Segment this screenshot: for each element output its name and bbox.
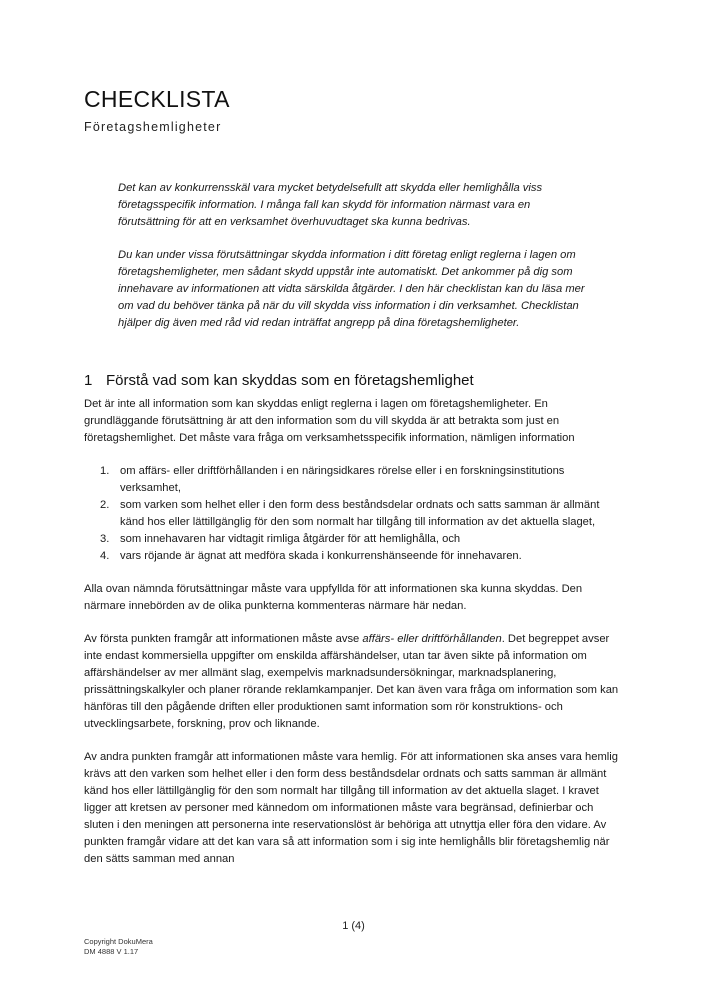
section-1-paragraph-1: Det är inte all information som kan skyddas enligt reglerna i lagen om företagshemligheter. En grundläggande förutsättning är att den information som du vill skydda är att betrakta som just en företagshemlighet. Det måste vara fråga om verksamhetsspecifik information, nämligen information xyxy=(84,398,575,444)
footer-meta xyxy=(84,937,153,957)
document-subtitle: Företagshemligheter xyxy=(84,120,222,134)
intro-paragraph-1: Det kan av konkurrensskäl vara mycket betydelsefullt att skydda eller hemlighålla viss företagsspecifik information. I många fall kan skydd för information närmast vara en förutsättning för att en verksamhet överhuvudtaget ska kunna bedrivas. xyxy=(118,182,543,228)
list-item-text: vars röjande är ägnat att medföra skada i konkurrenshänseende för innehavaren. xyxy=(120,550,522,562)
copyright-text: Copyright DokuMera xyxy=(84,937,153,946)
criteria-list xyxy=(84,463,624,565)
page-number: 1 (4) xyxy=(342,920,365,932)
paragraph-3-emphasis: affärs- eller driftförhållanden xyxy=(362,633,502,645)
paragraph-3-rest: . Det begreppet avser inte endast kommersiella uppgifter om enskilda affärshändelser, utan tar även sikte på information om affärshändelser av mer allmänt slag, exempelvis marknadsundersökningar, marknadsplanering, prissättningskalkyler och planer rörande reklamkampanjer. Det kan även vara fråga om information som kan hänföras till den pågående driften eller produktionen samt information som rör konstruktions- och utvecklingsarbete, forskning, prov och liknande. xyxy=(84,633,619,730)
intro-block xyxy=(118,180,588,348)
section-1-heading-text: Förstå vad som kan skyddas som en företagshemlighet xyxy=(106,372,474,389)
list-item-number: 4. xyxy=(100,550,110,562)
list-item-text: som varken som helhet eller i den form dess beståndsdelar ordnats och satts samman är allmänt känd hos eller lättillgänglig för den som normalt har tillgång till information av det aktuella slaget, xyxy=(120,499,600,528)
intro-paragraph-2: Du kan under vissa förutsättningar skydda information i ditt företag enligt reglerna i lagen om företagshemligheter, men sådant skydd uppstår inte automatiskt. Det ankommer på dig som innehavare av informationen att vidta särskilda åtgärder. I den här checklistan kan du läsa mer om vad du behöver tänka på när du vill skydda viss information i din verksamhet. Checklistan hjälper dig även med råd vid redan inträffat angrepp på dina företagshemligheter. xyxy=(118,249,585,329)
list-item xyxy=(84,463,620,497)
section-1-body xyxy=(84,396,624,884)
paragraph-3-lead: Av första punkten framgår att informationen måste avse xyxy=(84,633,363,645)
list-item-text: som innehavaren har vidtagit rimliga åtgärder för att hemlighålla, och xyxy=(120,533,461,545)
section-1-heading xyxy=(84,372,474,389)
list-item xyxy=(84,548,620,565)
list-item-number: 3. xyxy=(100,533,110,545)
section-1-paragraph-3 xyxy=(84,631,624,733)
list-item xyxy=(84,497,620,531)
list-item-text: om affärs- eller driftförhållanden i en näringsidkares rörelse eller i en forskningsinstitutions verksamhet, xyxy=(120,465,565,494)
section-1-paragraph-2: Alla ovan nämnda förutsättningar måste vara uppfyllda för att informationen ska kunna skyddas. Den närmare innebörden av de olika punkterna kommenteras närmare här nedan. xyxy=(84,583,583,612)
section-1-paragraph-4: Av andra punkten framgår att informationen måste vara hemlig. För att informationen ska anses vara hemlig krävs att den varken som helhet eller i den form dess beståndsdelar ordnats och satts samman är allmänt känd hos eller lättillgänglig för den som normalt har tillgång till information av det aktuella slaget. I kravet ligger att kretsen av personer med kännedom om informationen måste vara begränsad, definierbar och sluten i den meningen att personerna inte reservationslöst är behöriga att utnyttja eller föra den vidare. Av punkten framgår vidare att det kan vara så att information som i sig inte hemlighålls blir företagshemlig när den sätts samman med annan xyxy=(84,751,618,865)
list-item-number: 2. xyxy=(100,499,110,511)
document-id: DM 4888 V 1.17 xyxy=(84,947,139,956)
document-title: CHECKLISTA xyxy=(84,86,230,112)
list-item xyxy=(84,531,620,548)
list-item-number: 1. xyxy=(100,465,110,477)
section-1-number: 1 xyxy=(84,372,93,389)
